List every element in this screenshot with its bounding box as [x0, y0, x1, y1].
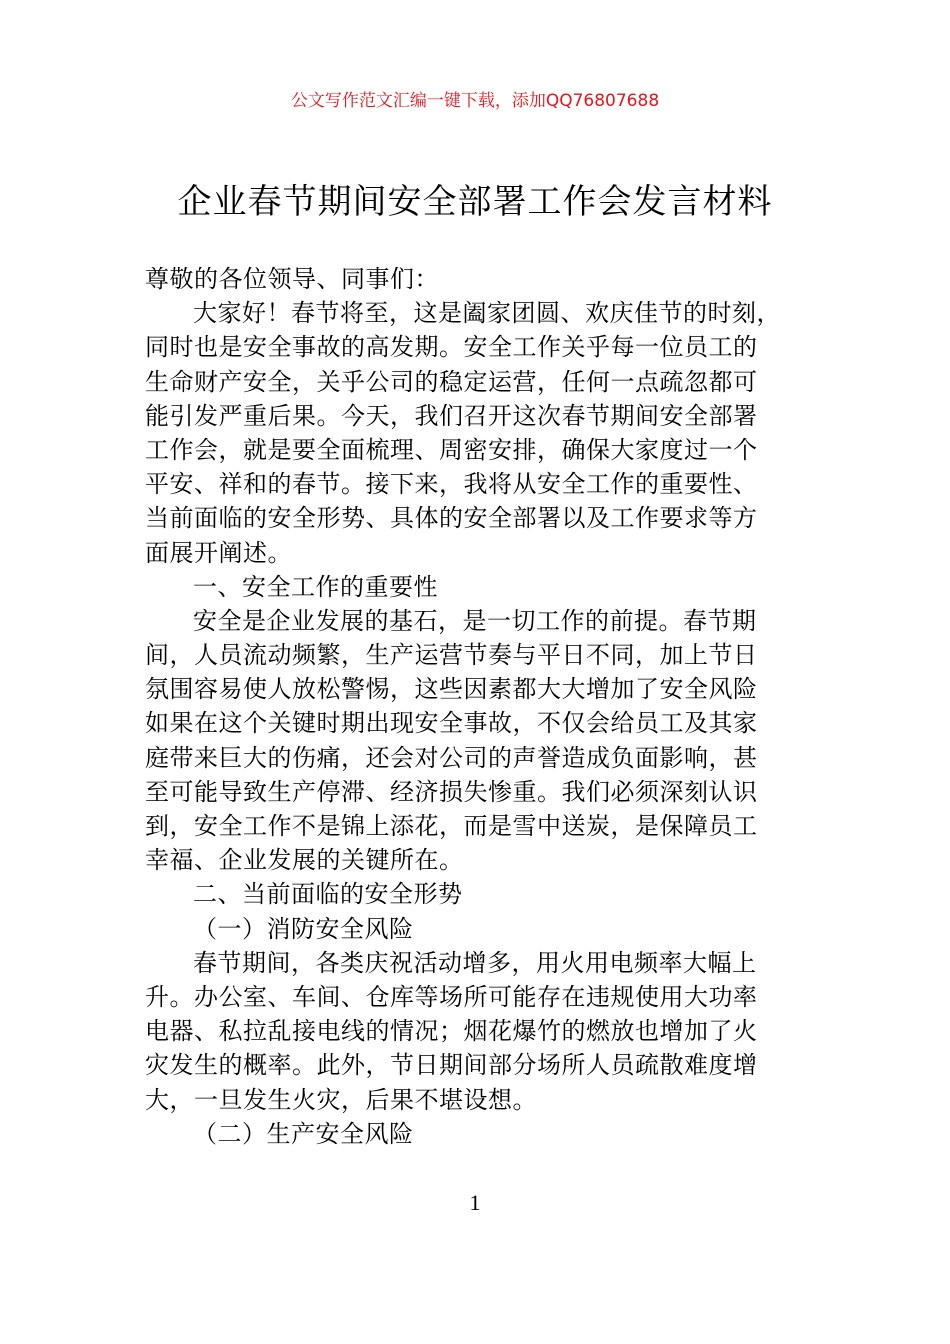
download-promo-note: 公文写作范文汇编一键下载，添加QQ76807688 — [290, 91, 660, 111]
body-line-4: 能引发严重后果。今天，我们召开这次春节期间安全部署 — [145, 401, 758, 430]
body-line-8: 面展开阐述。 — [145, 538, 292, 567]
subsection-heading-2-2: （二）生产安全风险 — [193, 1119, 414, 1148]
page-number: 1 — [469, 1190, 481, 1215]
body-line-15: 至可能导致生产停滞、经济损失惨重。我们必须深刻认识 — [145, 777, 758, 806]
subsection-heading-2-1: （一）消防安全风险 — [193, 914, 414, 943]
body-line-3: 生命财产安全，关乎公司的稳定运营，任何一点疏忽都可 — [145, 367, 758, 396]
body-line-21: 升。办公室、车间、仓库等场所可能存在违规使用大功率 — [145, 982, 758, 1011]
body-line-1: 大家好！春节将至，这是阖家团圆、欢庆佳节的时刻， — [193, 299, 781, 328]
section-heading-2: 二、当前面临的安全形势 — [193, 880, 463, 909]
body-line-5: 工作会，就是要全面梳理、周密安排，确保大家度过一个 — [145, 435, 758, 464]
body-line-12: 氛围容易使人放松警惕，这些因素都大大增加了安全风险 — [145, 675, 758, 704]
body-line-11: 间，人员流动频繁，生产运营节奏与平日不同，加上节日 — [145, 641, 758, 670]
body-line-16: 到，安全工作不是锦上添花，而是雪中送炭，是保障员工 — [145, 812, 758, 840]
document-title: 企业春节期间安全部署工作会发言材料 — [177, 182, 773, 222]
body-line-20: 春节期间，各类庆祝活动增多，用火用电频率大幅上 — [193, 948, 757, 977]
body-line-14: 庭带来巨大的伤痛，还会对公司的声誉造成负面影响，甚 — [145, 743, 758, 772]
body-line-23: 灾发生的概率。此外，节日期间部分场所人员疏散难度增 — [145, 1051, 758, 1080]
document-body — [145, 262, 835, 1151]
body-line-17: 幸福、企业发展的关键所在。 — [145, 846, 464, 875]
body-line-10: 安全是企业发展的基石，是一切工作的前提。春节期 — [193, 606, 757, 635]
section-heading-1: 一、安全工作的重要性 — [193, 572, 438, 601]
body-line-13: 如果在这个关键时期出现安全事故，不仅会给员工及其家 — [145, 709, 758, 738]
body-line-2: 同时也是安全事故的高发期。安全工作关乎每一位员工的 — [145, 333, 758, 362]
body-line-7: 当前面临的安全形势、具体的安全部署以及工作要求等方 — [145, 504, 758, 533]
body-line-6: 平安、祥和的春节。接下来，我将从安全工作的重要性、 — [145, 470, 758, 499]
body-line-0: 尊敬的各位领导、同事们： — [145, 265, 439, 293]
body-line-24: 大，一旦发生火灾，后果不堪设想。 — [145, 1085, 537, 1114]
body-line-22: 电器、私拉乱接电线的情况；烟花爆竹的燃放也增加了火 — [145, 1017, 758, 1046]
